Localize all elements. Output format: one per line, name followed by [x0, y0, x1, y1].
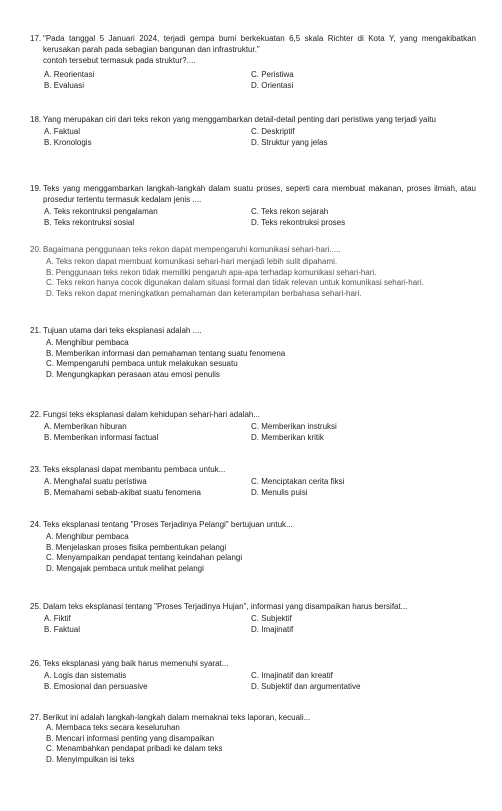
question-number: 21. — [30, 326, 42, 335]
option-c[interactable]: C. Teks rekon hanya cocok digunakan dalam situasi formal dan tidak relevan untuk komunikasi sehari-hari. — [46, 278, 424, 287]
option-b[interactable]: B. Memberikan informasi factual — [44, 432, 159, 442]
option-b[interactable]: B. Faktual — [44, 624, 81, 634]
option-c[interactable]: C. Subjektif — [251, 614, 292, 623]
option-d[interactable]: D. Menulis puisi — [251, 487, 308, 497]
question-text: Berikut ini adalah langkah-langkah dalam memaknai teks laporan, kecuali... — [43, 713, 311, 722]
question-number: 24. — [30, 520, 42, 529]
option-a[interactable]: A. Memberikan hiburan — [44, 422, 127, 431]
option-a[interactable]: A. Logis dan sistematis — [44, 671, 127, 680]
option-c[interactable]: C. Menciptakan cerita fiksi — [251, 477, 345, 486]
option-d[interactable]: D. Memberikan kritik — [251, 432, 324, 442]
question-number: 18. — [30, 115, 42, 124]
option-b[interactable]: B. Mencari informasi penting yang disampaikan — [46, 733, 215, 743]
question-number: 20. — [30, 245, 42, 254]
question-17 — [30, 33, 476, 91]
option-d[interactable]: D. Subjektif dan argumentative — [251, 681, 361, 691]
option-c[interactable]: C. Peristiwa — [251, 70, 294, 79]
option-d[interactable]: D. Teks rekon dapat meningkatkan pemahaman dan keterampilan berbahasa sehari-hari. — [46, 288, 362, 298]
option-a[interactable]: A. Menghafal suatu peristiwa — [44, 477, 147, 486]
option-d[interactable]: D. Imajinatif — [251, 624, 294, 634]
option-b[interactable]: B. Evaluasi — [44, 80, 85, 90]
option-a[interactable]: A. Menghibur pembaca — [46, 532, 129, 541]
option-b[interactable]: B. Emosional dan persuasive — [44, 681, 148, 691]
option-a[interactable]: A. Teks rekon dapat membuat komunikasi sehari-hari menjadi lebih sulit dipahami. — [46, 257, 338, 266]
option-c[interactable]: C. Menyampaikan pendapat tentang keindahan pelangi — [46, 553, 243, 562]
option-c[interactable]: C. Mempengaruhi pembaca untuk melakukan sesuatu — [46, 359, 238, 368]
question-text: Fungsi teks eksplanasi dalam kehidupan sehari-hari adalah... — [43, 410, 261, 419]
option-d[interactable]: D. Struktur yang jelas — [251, 137, 328, 147]
option-b[interactable]: B. Memahami sebab-akibat suatu fenomena — [44, 487, 201, 497]
option-c[interactable]: C. Imajinatif dan kreatif — [251, 671, 333, 680]
question-text: Bagaimana penggunaan teks rekon dapat mempengaruhi komunikasi sehari-hari..... — [43, 245, 341, 254]
option-d[interactable]: D. Orientasi — [251, 80, 294, 90]
option-a[interactable]: A. Menghibur pembaca — [46, 338, 129, 347]
question-number: 26. — [30, 659, 42, 668]
question-23 — [30, 464, 476, 498]
question-subtext: contoh tersebut termasuk pada struktur?.... — [43, 56, 196, 65]
question-22 — [30, 409, 476, 443]
option-a[interactable]: A. Fiktif — [44, 614, 71, 623]
question-25 — [30, 601, 476, 635]
question-26 — [30, 658, 476, 692]
question-24 — [30, 519, 476, 574]
question-number: 23. — [30, 465, 42, 474]
option-a[interactable]: A. Reorientasi — [44, 70, 95, 79]
question-number: 25. — [30, 602, 42, 611]
option-c[interactable]: C. Menambahkan pendapat pribadi ke dalam teks — [46, 744, 223, 753]
option-d[interactable]: D. Menyimpulkan isi teks — [46, 754, 135, 764]
option-c[interactable]: C. Deskriptif — [251, 127, 295, 136]
option-b[interactable]: B. Memberikan informasi dan pemahaman tentang suatu fenomena — [46, 348, 286, 358]
question-text: Teks eksplanasi tentang "Proses Terjadinya Pelangi" bertujuan untuk... — [43, 520, 293, 529]
question-text: Dalam teks eksplanasi tentang "Proses Terjadinya Hujan", informasi yang disampaikan harus bersifat... — [43, 602, 408, 611]
question-18 — [30, 114, 476, 148]
question-number: 19. — [30, 184, 42, 193]
option-b[interactable]: B. Menjelaskan proses fisika pembentukan pelangi — [46, 542, 227, 552]
question-number: 22. — [30, 410, 42, 419]
option-c[interactable]: C. Memberikan instruksi — [251, 422, 337, 431]
question-19 — [30, 183, 476, 228]
question-27 — [30, 712, 476, 765]
option-c[interactable]: C. Teks rekon sejarah — [251, 207, 329, 216]
question-text: "Pada tanggal 5 Januari 2024, terjadi gempa bumi berkekuatan 6,5 skala Richter di Kota Y, yang mengakibatkan kerusakan parah pada sebagian bangunan dan infrastruktur." — [43, 34, 476, 54]
question-number: 27. — [30, 713, 42, 722]
question-text: Teks eksplanasi dapat membantu pembaca untuk... — [43, 465, 226, 474]
question-text: Tujuan utama dari teks eksplanasi adalah .... — [43, 326, 202, 335]
question-text: Teks eksplanasi yang baik harus memenuhi syarat... — [43, 659, 229, 668]
option-a[interactable]: A. Faktual — [44, 127, 81, 136]
option-d[interactable]: D. Teks rekontruksi proses — [251, 217, 346, 227]
option-b[interactable]: B. Penggunaan teks rekon tidak memiliki pengaruh apa-apa terhadap komunikasi sehari-hari. — [46, 267, 377, 277]
option-b[interactable]: B. Kronologis — [44, 137, 92, 147]
option-d[interactable]: D. Mengungkapkan perasaan atau emosi penulis — [46, 369, 220, 379]
option-b[interactable]: B. Teks rekontruksi sosial — [44, 217, 135, 227]
question-text: Teks yang menggambarkan langkah-langkah dalam suatu proses, seperti cara membuat makanan, proses ilmiah, atau prosedur tertentu termasuk kedalam jenis .... — [43, 184, 476, 204]
option-a[interactable]: A. Membaca teks secara keseluruhan — [46, 723, 180, 732]
option-d[interactable]: D. Mengajak pembaca untuk melihat pelangi — [46, 563, 204, 573]
question-20 — [30, 244, 476, 299]
option-a[interactable]: A. Teks rekontruksi pengalaman — [44, 207, 158, 216]
question-21 — [30, 325, 476, 380]
question-number: 17. — [30, 34, 42, 43]
question-text: Yang merupakan ciri dari teks rekon yang menggambarkan detail-detail penting dari peristiwa yang terjadi yaitu — [43, 115, 436, 124]
